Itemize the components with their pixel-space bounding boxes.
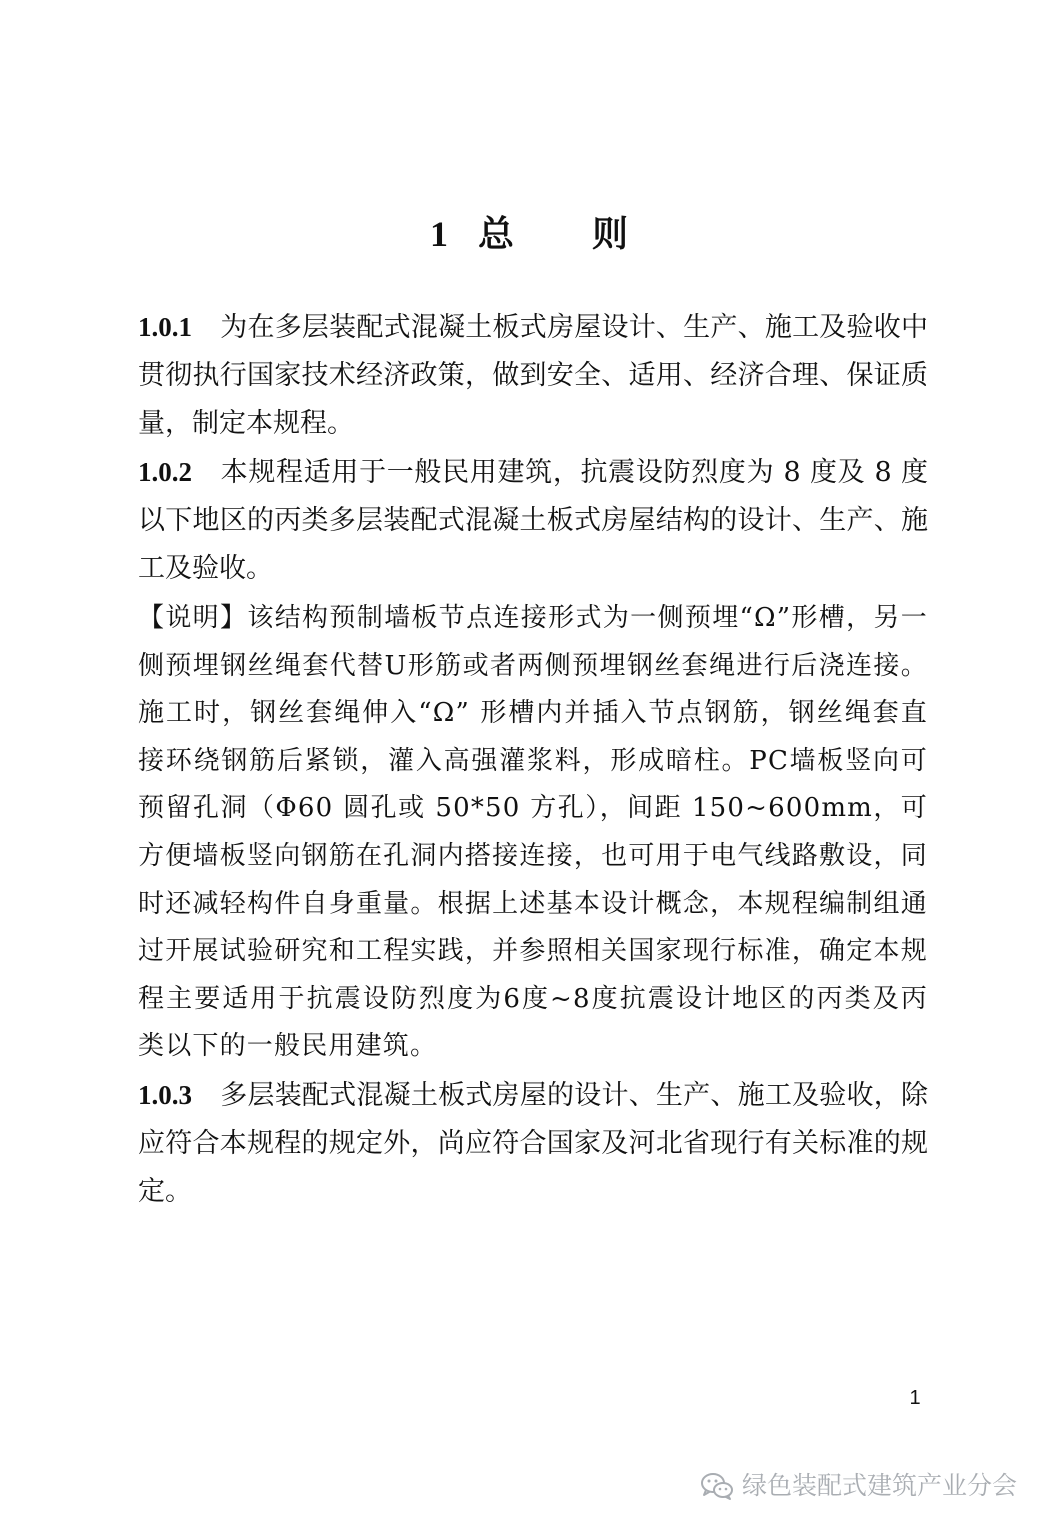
chapter-title-char-2: 则	[592, 213, 629, 255]
explanatory-note	[138, 595, 928, 1071]
watermark-text: 绿色装配式建筑产业分会	[742, 1471, 1018, 1500]
page-number: 1	[909, 1387, 921, 1409]
clause-1-0-3	[138, 1071, 928, 1216]
clause-1-0-2	[138, 448, 928, 593]
chapter-body	[138, 303, 928, 1216]
chapter-number: 1	[429, 214, 448, 254]
watermark	[700, 1464, 1017, 1508]
clause-number: 1.0.3	[138, 1079, 192, 1110]
clause-1-0-1	[138, 303, 928, 448]
note-label: 【说明】	[138, 603, 248, 633]
chapter-title	[0, 206, 1058, 262]
clause-text: 为在多层装配式混凝土板式房屋设计、生产、施工及验收中贯彻执行国家技术经济政策，做到安全、适用、经济合理、保证质量，制定本规程。	[138, 312, 928, 439]
clause-number: 1.0.1	[138, 312, 192, 342]
note-text: 该结构预制墙板节点连接形式为一侧预埋“Ω”形槽，另一侧预埋钢丝绳套代替U形筋或者两侧预埋钢丝套绳进行后浇连接。施工时，钢丝套绳伸入“Ω” 形槽内并插入节点钢筋，钢丝绳套直接环绕钢筋后紧锁，灌入高强灌浆料，形成暗柱。PC墙板竖向可预留孔洞（Φ60 圆孔或 50*50 方孔），间距 150~600mm，可方便墙板竖向钢筋在孔洞内搭接连接，也可用于电气线路敷设，同时还减轻构件自身重量。根据上述基本设计概念，本规程编制组通过开展试验研究和工程实践，并参照相关国家现行标准，确定本规程主要适用于抗震设防烈度为6度~8度抗震设计地区的丙类及丙类以下的一般民用建筑。	[138, 603, 928, 1062]
clause-text: 多层装配式混凝土板式房屋的设计、生产、施工及验收，除应符合本规程的规定外，尚应符合国家及河北省现行有关标准的规定。	[138, 1079, 928, 1207]
clause-text: 本规程适用于一般民用建筑，抗震设防烈度为 8 度及 8 度以下地区的丙类多层装配式混凝土板式房屋结构的设计、生产、施工及验收。	[138, 457, 928, 584]
chapter-title-char-1: 总	[477, 213, 514, 255]
wechat-icon	[700, 1471, 734, 1501]
clause-number: 1.0.2	[138, 457, 192, 487]
